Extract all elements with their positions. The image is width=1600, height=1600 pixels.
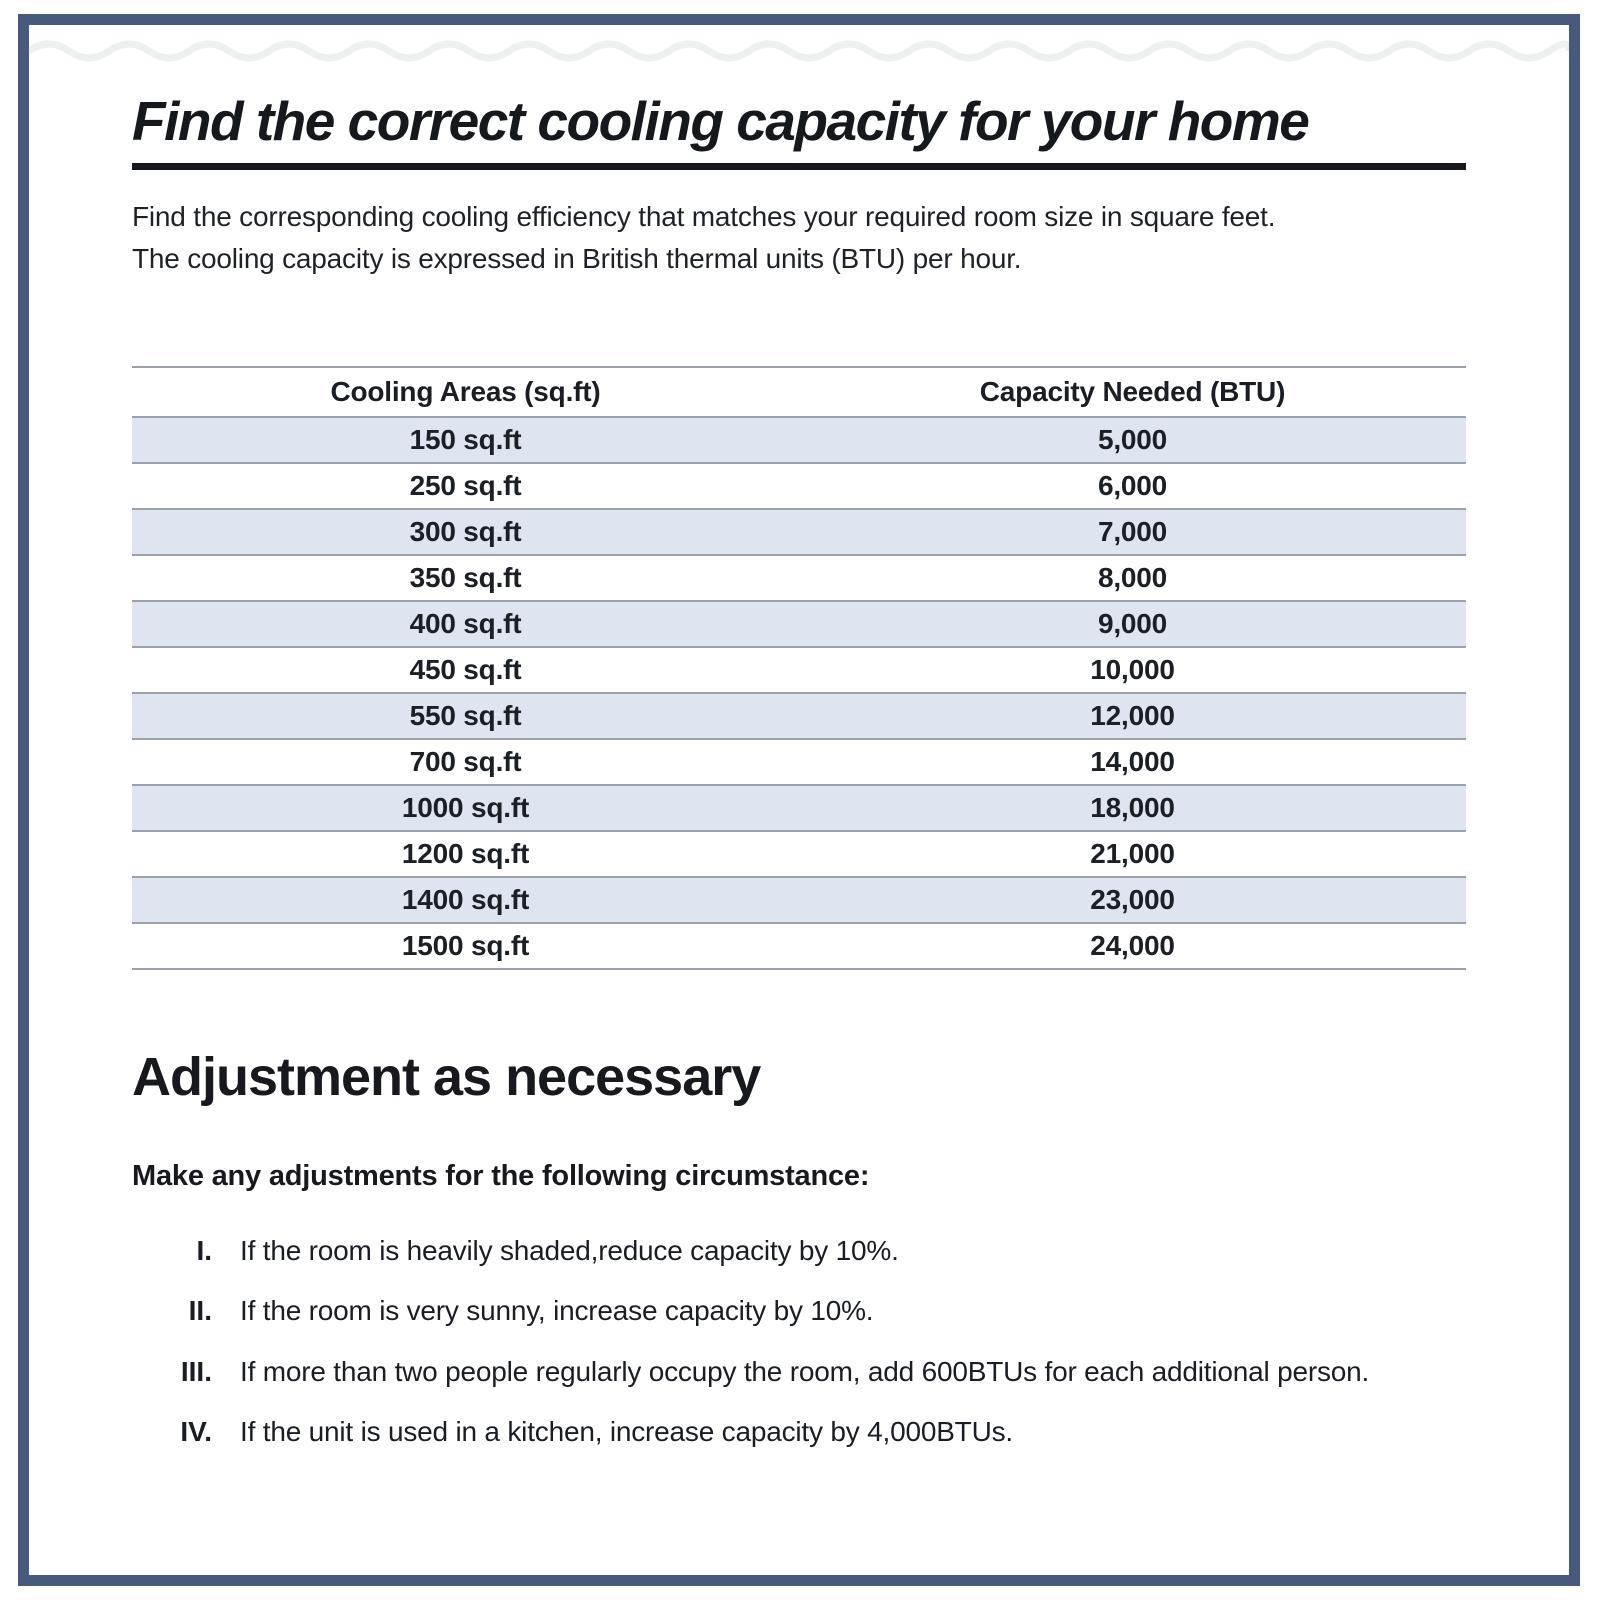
column-header-cooling-areas: Cooling Areas (sq.ft): [132, 367, 799, 417]
list-item-numeral: III.: [180, 1355, 212, 1387]
list-item-text: If the room is heavily shaded,reduce capacity by 10%.: [240, 1234, 899, 1266]
capacity-cell: 12,000: [799, 693, 1466, 739]
table-header-row: [132, 367, 1466, 417]
capacity-cell: 18,000: [799, 785, 1466, 831]
page-title: Find the correct cooling capacity for your home: [132, 91, 1466, 170]
page-content: [29, 91, 1569, 1453]
table-row: [132, 647, 1466, 693]
cooling-area-cell: 450 sq.ft: [132, 647, 799, 693]
cooling-area-cell: 1200 sq.ft: [132, 831, 799, 877]
cooling-area-cell: 250 sq.ft: [132, 463, 799, 509]
adjustment-list: [132, 1231, 1466, 1453]
capacity-cell: 8,000: [799, 555, 1466, 601]
cooling-area-cell: 300 sq.ft: [132, 509, 799, 555]
list-item-text: If the room is very sunny, increase capacity by 10%.: [240, 1295, 874, 1327]
adjustment-subheading: Make any adjustments for the following circumstance:: [132, 1159, 870, 1192]
table-row: [132, 693, 1466, 739]
capacity-cell: 14,000: [799, 739, 1466, 785]
list-item: [132, 1231, 1466, 1272]
table-row: [132, 739, 1466, 785]
intro-line-2: The cooling capacity is expressed in British thermal units (BTU) per hour.: [132, 242, 1022, 274]
table-row: [132, 923, 1466, 969]
intro-paragraph: [132, 196, 1466, 280]
cooling-area-cell: 350 sq.ft: [132, 555, 799, 601]
cooling-area-cell: 400 sq.ft: [132, 601, 799, 647]
capacity-cell: 10,000: [799, 647, 1466, 693]
table-row: [132, 877, 1466, 923]
cooling-area-cell: 150 sq.ft: [132, 417, 799, 463]
page-frame: [18, 14, 1580, 1586]
capacity-cell: 24,000: [799, 923, 1466, 969]
list-item-numeral: IV.: [180, 1416, 212, 1448]
list-item: [132, 1412, 1466, 1453]
table-row: [132, 555, 1466, 601]
cooling-area-cell: 550 sq.ft: [132, 693, 799, 739]
capacity-cell: 21,000: [799, 831, 1466, 877]
cooling-area-cell: 1400 sq.ft: [132, 877, 799, 923]
wave-decoration-icon: [29, 31, 1569, 71]
capacity-cell: 6,000: [799, 463, 1466, 509]
list-item-text: If the unit is used in a kitchen, increase capacity by 4,000BTUs.: [240, 1416, 1013, 1448]
capacity-cell: 5,000: [799, 417, 1466, 463]
cooling-capacity-table: [132, 366, 1466, 970]
intro-line-1: Find the corresponding cooling efficiency that matches your required room size in square feet.: [132, 200, 1276, 232]
table-row: [132, 417, 1466, 463]
capacity-cell: 9,000: [799, 601, 1466, 647]
table-row: [132, 785, 1466, 831]
capacity-cell: 7,000: [799, 509, 1466, 555]
adjustment-heading: Adjustment as necessary: [132, 1046, 761, 1107]
list-item: [132, 1352, 1466, 1393]
list-item: [132, 1291, 1466, 1332]
cooling-area-cell: 1500 sq.ft: [132, 923, 799, 969]
table-row: [132, 601, 1466, 647]
list-item-text: If more than two people regularly occupy the room, add 600BTUs for each additional person.: [240, 1355, 1370, 1387]
cooling-area-cell: 1000 sq.ft: [132, 785, 799, 831]
list-item-numeral: II.: [188, 1295, 212, 1327]
list-item-numeral: I.: [196, 1234, 212, 1266]
cooling-area-cell: 700 sq.ft: [132, 739, 799, 785]
table-row: [132, 463, 1466, 509]
column-header-capacity-needed: Capacity Needed (BTU): [799, 367, 1466, 417]
capacity-cell: 23,000: [799, 877, 1466, 923]
table-row: [132, 831, 1466, 877]
table-row: [132, 509, 1466, 555]
